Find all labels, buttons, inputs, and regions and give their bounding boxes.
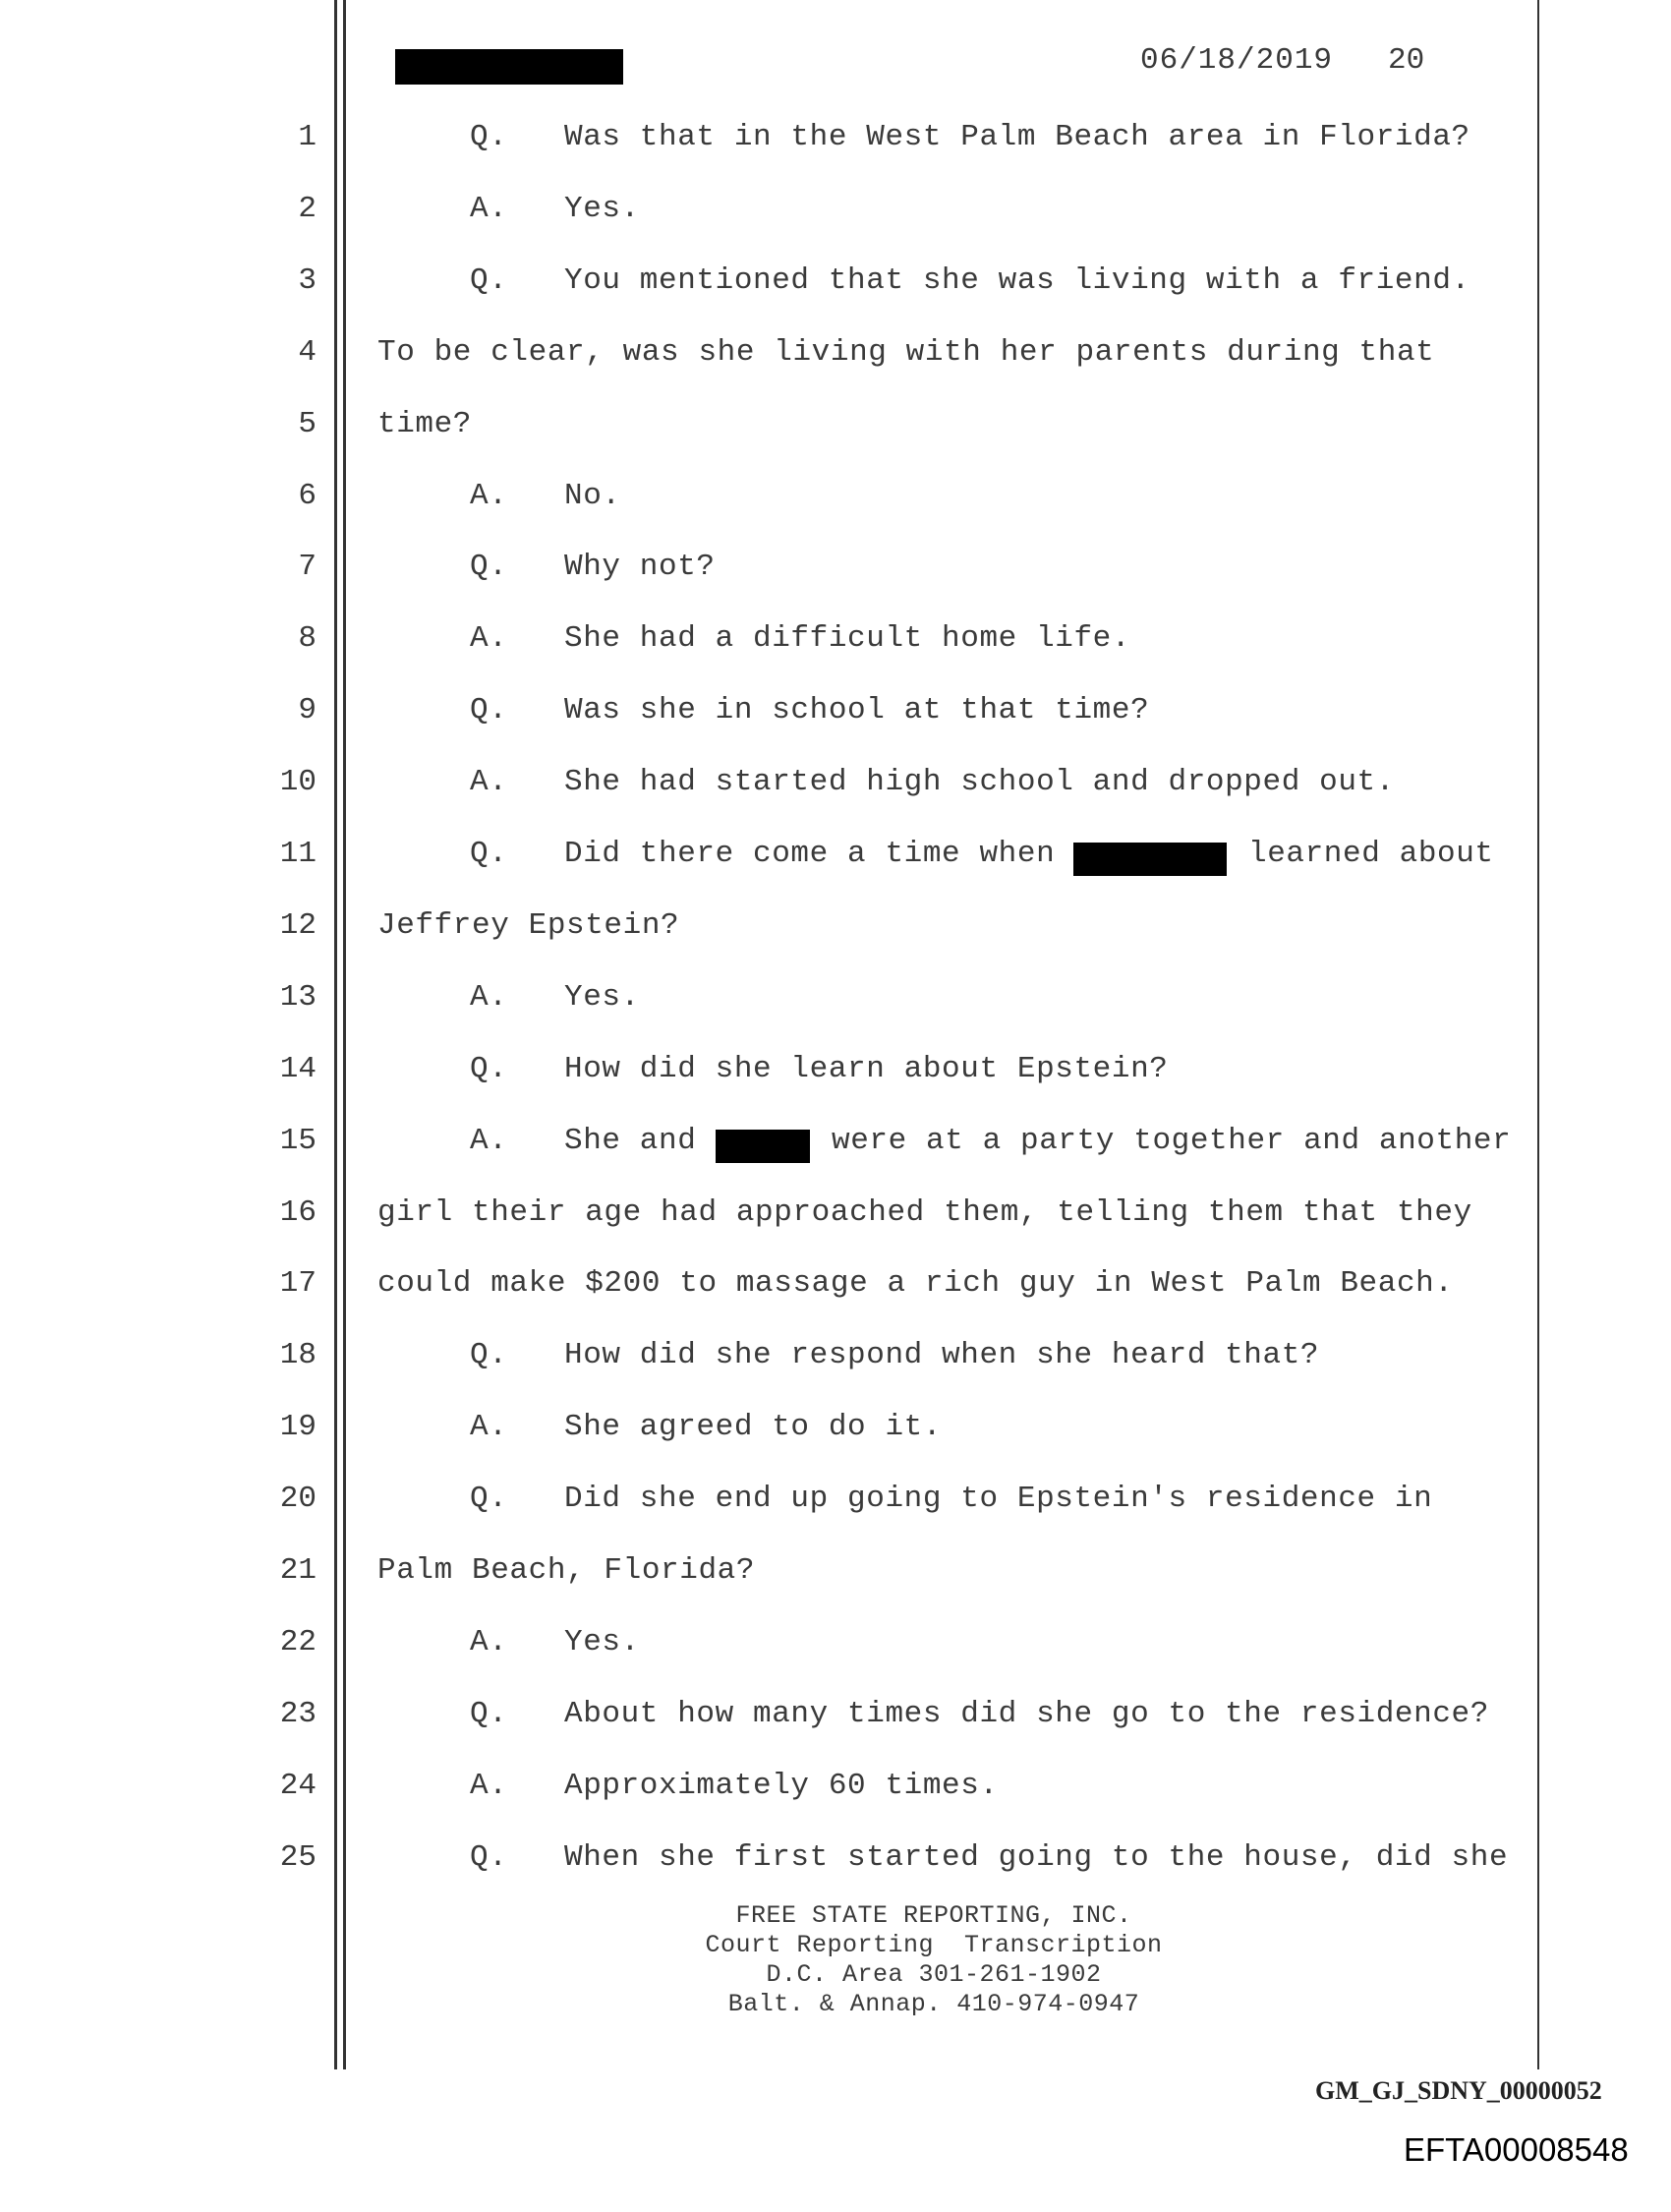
speaker-label: A.	[470, 479, 508, 513]
line-number: 17	[279, 1266, 317, 1301]
transcript-line-text: She agreed to do it.	[564, 1410, 943, 1444]
line-number: 12	[279, 908, 317, 943]
transcript-line-text: She had a difficult home life.	[564, 621, 1131, 656]
speaker-label: A.	[470, 621, 508, 656]
transcript-line-text: could make $200 to massage a rich guy in West Palm Beach.	[377, 1266, 1454, 1301]
transcript-line-text: She had started high school and dropped out.	[564, 765, 1395, 799]
speaker-label: Q.	[470, 837, 508, 871]
left-margin-rule-inner	[343, 0, 346, 2069]
speaker-label: Q.	[470, 1338, 508, 1372]
transcript-line-text-continued: learned about	[1248, 837, 1494, 871]
line-number: 15	[279, 1124, 317, 1158]
transcript-line-text: About how many times did she go to the residence?	[564, 1697, 1489, 1731]
header-page-number: 20	[1388, 43, 1425, 78]
line-number: 25	[279, 1840, 317, 1875]
transcript-line-text: You mentioned that she was living with a friend.	[564, 263, 1470, 298]
line-number: 22	[279, 1625, 317, 1659]
transcript-line-text: Did she end up going to Epstein's residence in	[564, 1482, 1433, 1516]
transcript-line-text: Approximately 60 times.	[564, 1769, 999, 1803]
transcript-line-text-continued: were at a party together and another	[832, 1124, 1512, 1158]
speaker-label: A.	[470, 1124, 508, 1158]
transcript-line-text: girl their age had approached them, telling them that they	[377, 1195, 1472, 1230]
transcript-line-text: Why not?	[564, 550, 716, 584]
line-number: 24	[279, 1769, 317, 1803]
line-number: 1	[298, 120, 317, 154]
header-date: 06/18/2019	[1140, 43, 1334, 78]
speaker-label: A.	[470, 1625, 508, 1659]
transcript-line-text: time?	[377, 407, 473, 441]
speaker-label: Q.	[470, 1697, 508, 1731]
speaker-label: Q.	[470, 1840, 508, 1875]
line-number: 23	[279, 1697, 317, 1731]
footer-balt-phone: Balt. & Annap. 410-974-0947	[727, 1990, 1140, 2018]
speaker-label: Q.	[470, 550, 508, 584]
line-number: 21	[279, 1553, 317, 1588]
line-number: 14	[279, 1052, 317, 1086]
transcript-line-text: Yes.	[564, 980, 640, 1015]
transcript-line-text: Yes.	[564, 1625, 640, 1659]
speaker-label: Q.	[470, 1052, 508, 1086]
transcript-line-text: How did she respond when she heard that?	[564, 1338, 1320, 1372]
line-number: 2	[298, 192, 317, 226]
transcript-line-text: Jeffrey Epstein?	[377, 908, 680, 943]
speaker-label: Q.	[470, 263, 508, 298]
footer-dc-phone: D.C. Area 301-261-1902	[766, 1960, 1102, 1989]
bates-number: GM_GJ_SDNY_00000052	[1315, 2076, 1602, 2105]
line-number: 9	[298, 693, 317, 728]
line-number: 3	[298, 263, 317, 298]
transcript-line-text: Did there come a time when	[564, 837, 1056, 871]
line-number: 18	[279, 1338, 317, 1372]
footer-services: Court Reporting Transcription	[705, 1931, 1163, 1959]
speaker-label: A.	[470, 1410, 508, 1444]
line-number: 8	[298, 621, 317, 656]
line-number: 7	[298, 550, 317, 584]
right-margin-rule	[1537, 0, 1539, 2069]
speaker-label: A.	[470, 765, 508, 799]
line-number: 19	[279, 1410, 317, 1444]
line-number: 11	[279, 837, 317, 871]
speaker-label: Q.	[470, 1482, 508, 1516]
line-number: 16	[279, 1195, 317, 1230]
left-margin-rule-outer	[334, 0, 337, 2069]
transcript-line-text: Was she in school at that time?	[564, 693, 1150, 728]
transcript-line-text: She and	[564, 1124, 697, 1158]
line-number: 6	[298, 479, 317, 513]
speaker-label: A.	[470, 1769, 508, 1803]
footer-company: FREE STATE REPORTING, INC.	[735, 1901, 1132, 1930]
line-number: 13	[279, 980, 317, 1015]
speaker-label: Q.	[470, 693, 508, 728]
speaker-label: A.	[470, 980, 508, 1015]
transcript-line-text: Was that in the West Palm Beach area in Florida?	[564, 120, 1470, 154]
line-number: 5	[298, 407, 317, 441]
redacted-name	[1073, 843, 1227, 876]
transcript-line-text: Palm Beach, Florida?	[377, 1553, 756, 1588]
efta-number: EFTA00008548	[1404, 2131, 1629, 2168]
transcript-line-text: Yes.	[564, 192, 640, 226]
speaker-label: Q.	[470, 120, 508, 154]
redacted-name	[716, 1130, 810, 1163]
reporter-footer	[570, 1901, 1297, 2019]
transcript-line-text: To be clear, was she living with her parents during that	[377, 335, 1435, 370]
transcript-line-text: No.	[564, 479, 621, 513]
redacted-header-name	[395, 49, 623, 85]
speaker-label: A.	[470, 192, 508, 226]
line-number: 4	[298, 335, 317, 370]
line-number: 20	[279, 1482, 317, 1516]
transcript-line-text: How did she learn about Epstein?	[564, 1052, 1169, 1086]
transcript-line-text: When she first started going to the house, did she	[564, 1840, 1509, 1875]
line-number: 10	[279, 765, 317, 799]
